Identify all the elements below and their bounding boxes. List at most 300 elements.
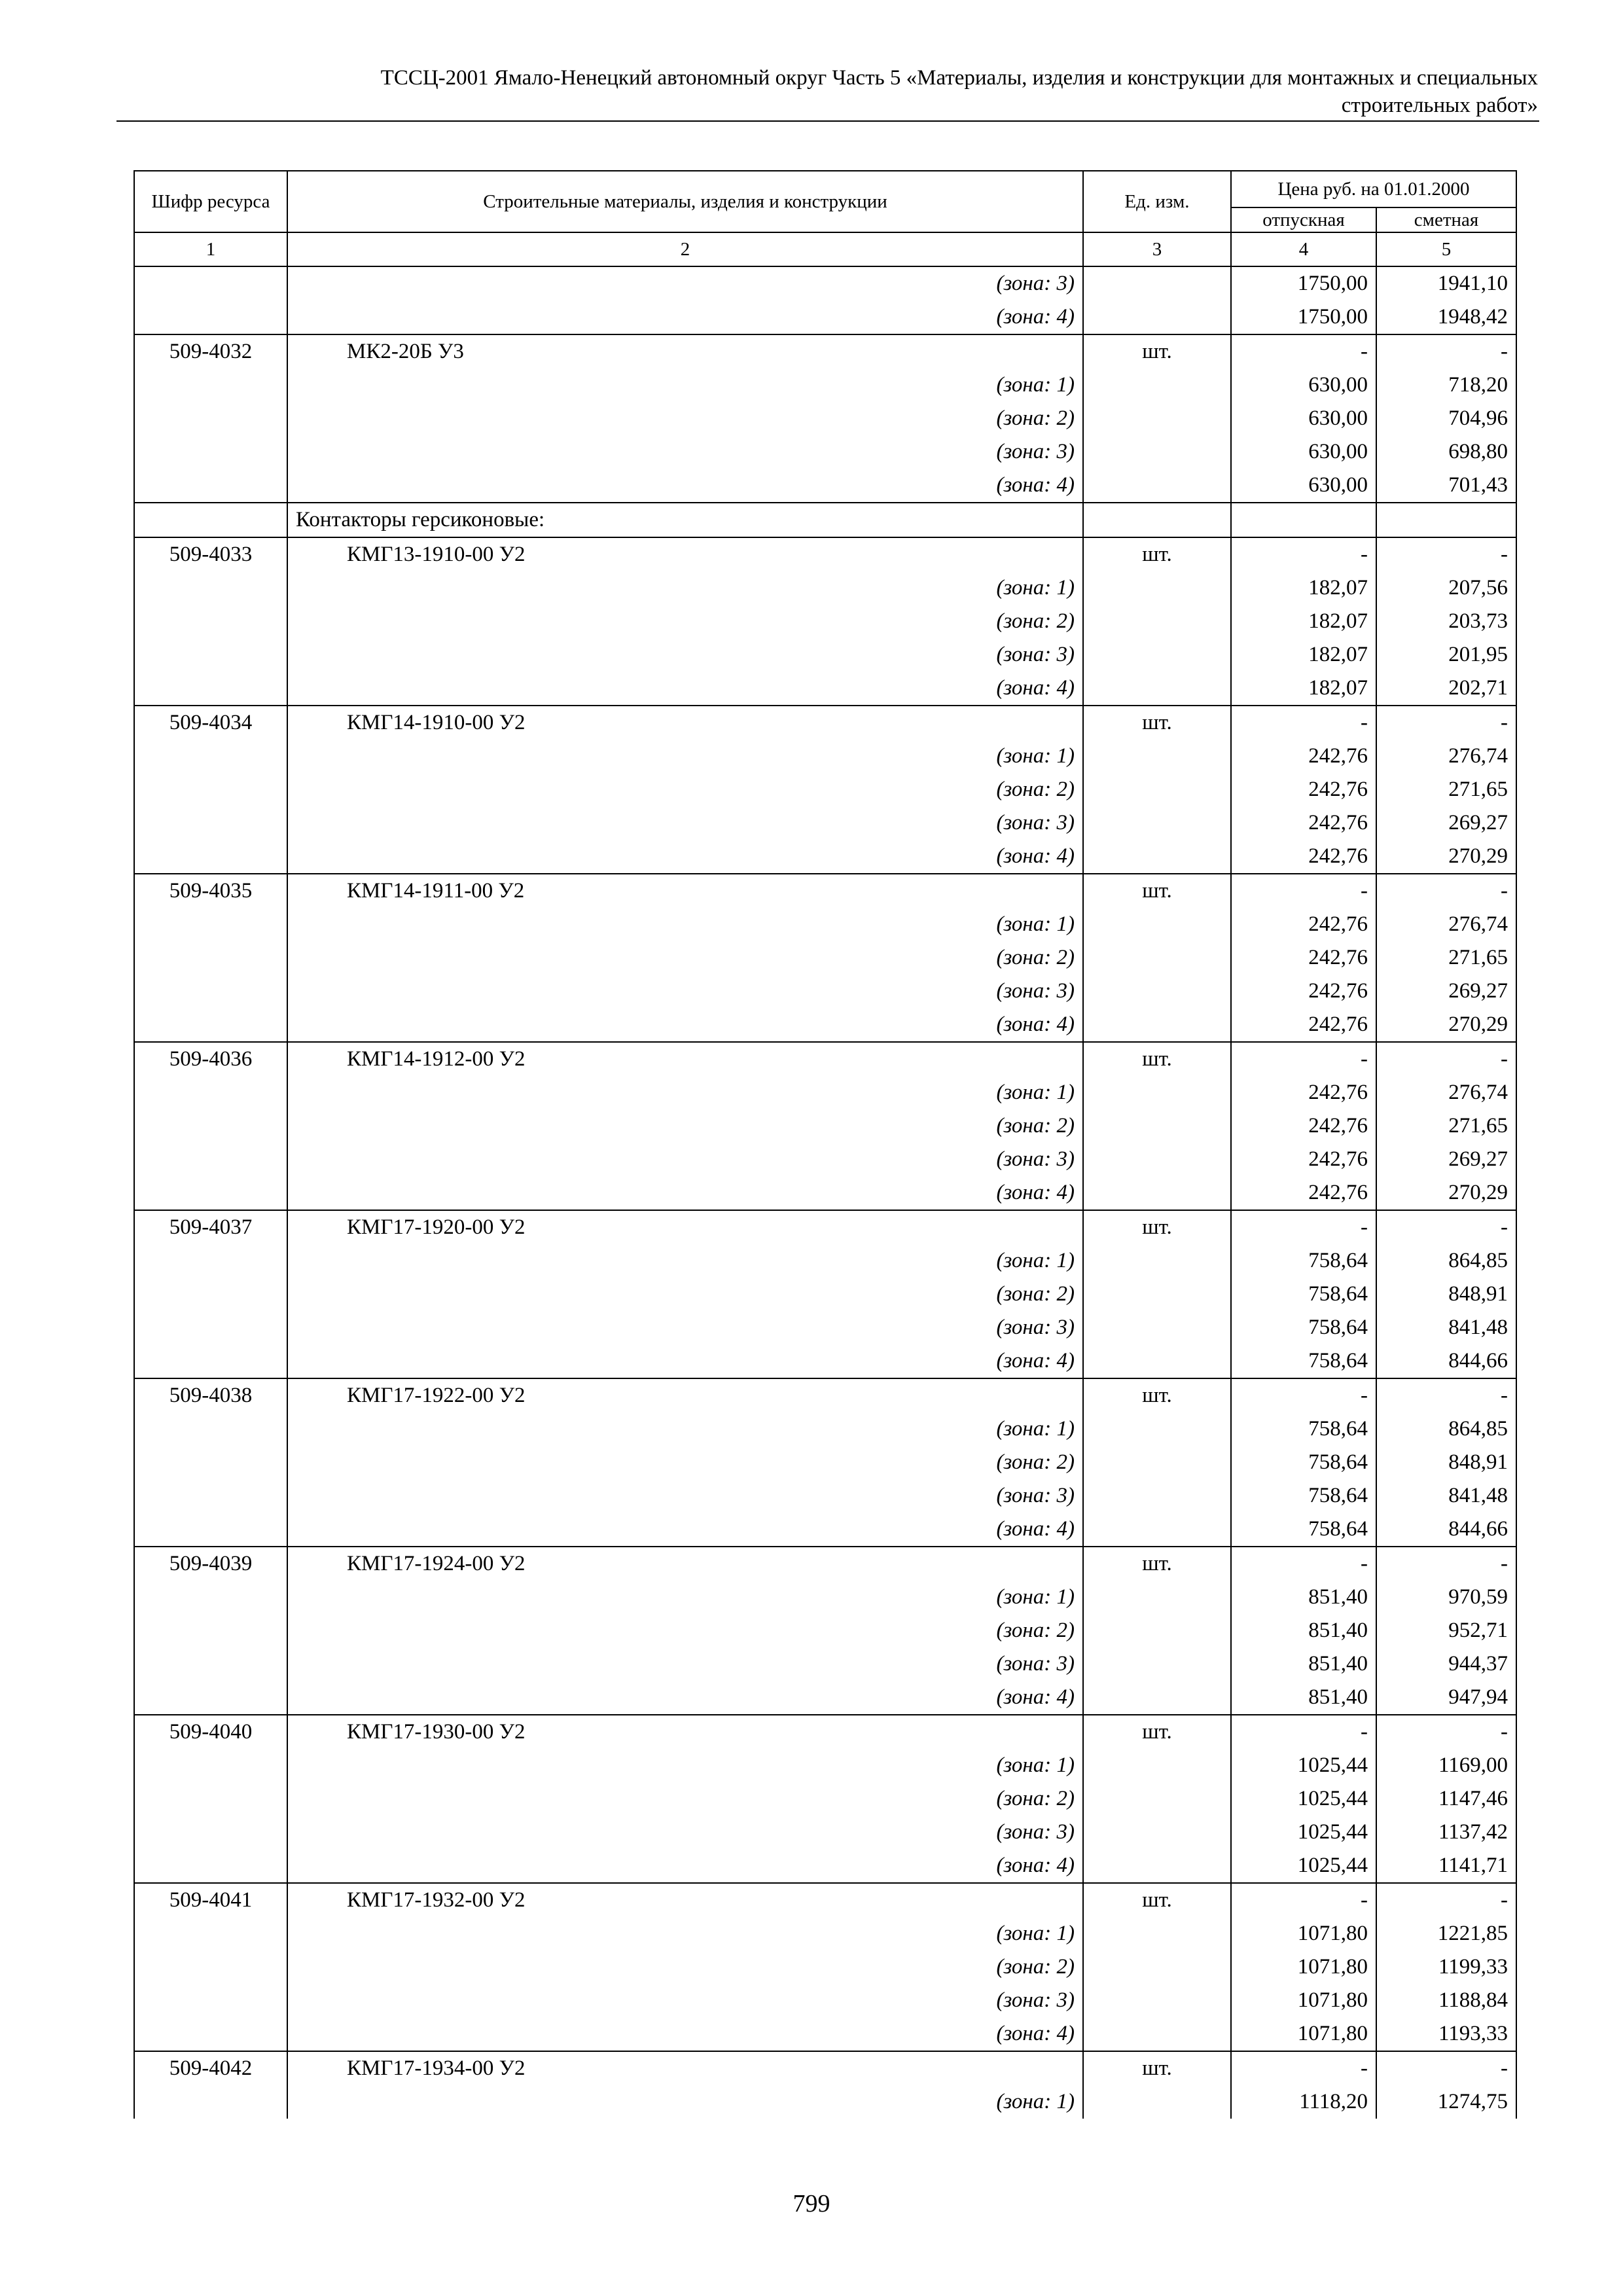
release-price: 1025,44 bbox=[1231, 1849, 1376, 1883]
zone-label: (зона: 2) bbox=[287, 773, 1083, 806]
resource-code: 509-4035 bbox=[134, 874, 287, 908]
cell-code bbox=[134, 1681, 287, 1715]
material-name: КМГ14-1910-00 У2 bbox=[287, 706, 1083, 740]
material-name: КМГ13-1910-00 У2 bbox=[287, 537, 1083, 571]
release-price: 851,40 bbox=[1231, 1581, 1376, 1614]
estimate-price: 1274,75 bbox=[1376, 2085, 1516, 2119]
cell-unit bbox=[1083, 1749, 1231, 1782]
estimate-price: 1188,84 bbox=[1376, 1984, 1516, 2017]
release-price: 630,00 bbox=[1231, 402, 1376, 435]
estimate-price: 276,74 bbox=[1376, 1076, 1516, 1109]
cell-unit bbox=[1083, 368, 1231, 402]
cell-code bbox=[134, 1581, 287, 1614]
cell-unit bbox=[1083, 908, 1231, 941]
cell-code bbox=[134, 1311, 287, 1344]
estimate-price: - bbox=[1376, 537, 1516, 571]
release-price: 1750,00 bbox=[1231, 266, 1376, 300]
cell-code bbox=[134, 1176, 287, 1210]
item-row bbox=[134, 1883, 1516, 1917]
zone-label: (зона: 2) bbox=[287, 1278, 1083, 1311]
zone-label: (зона: 1) bbox=[287, 1076, 1083, 1109]
release-price: 242,76 bbox=[1231, 1176, 1376, 1210]
col-number: 2 bbox=[287, 232, 1083, 266]
zone-row bbox=[134, 1143, 1516, 1176]
zone-label: (зона: 3) bbox=[287, 1816, 1083, 1849]
cell-unit bbox=[1083, 740, 1231, 773]
cell-code bbox=[134, 1816, 287, 1849]
zone-label: (зона: 4) bbox=[287, 840, 1083, 874]
release-price: 1071,80 bbox=[1231, 1950, 1376, 1984]
zone-row bbox=[134, 1311, 1516, 1344]
zone-row bbox=[134, 740, 1516, 773]
zone-label: (зона: 2) bbox=[287, 1109, 1083, 1143]
zone-row bbox=[134, 806, 1516, 840]
release-price: - bbox=[1231, 1042, 1376, 1076]
resource-code: 509-4032 bbox=[134, 334, 287, 368]
zone-row bbox=[134, 1278, 1516, 1311]
zone-row bbox=[134, 1749, 1516, 1782]
item-row bbox=[134, 874, 1516, 908]
header-line-2: строительных работ» bbox=[1341, 94, 1538, 117]
estimate-price: - bbox=[1376, 2051, 1516, 2085]
zone-label: (зона: 3) bbox=[287, 806, 1083, 840]
material-name: КМГ14-1911-00 У2 bbox=[287, 874, 1083, 908]
cell-unit bbox=[1083, 840, 1231, 874]
zone-row bbox=[134, 638, 1516, 672]
cell-code bbox=[134, 605, 287, 638]
col-number: 4 bbox=[1231, 232, 1376, 266]
cell-code bbox=[134, 1849, 287, 1883]
estimate-price: - bbox=[1376, 706, 1516, 740]
zone-row bbox=[134, 840, 1516, 874]
estimate-price: - bbox=[1376, 1883, 1516, 1917]
unit-cell: шт. bbox=[1083, 874, 1231, 908]
resource-code: 509-4036 bbox=[134, 1042, 287, 1076]
cell-unit bbox=[1083, 402, 1231, 435]
release-price: 1118,20 bbox=[1231, 2085, 1376, 2119]
zone-row bbox=[134, 1076, 1516, 1109]
table-body bbox=[134, 266, 1516, 2119]
zone-row bbox=[134, 1681, 1516, 1715]
cell-unit bbox=[1083, 1816, 1231, 1849]
zone-row bbox=[134, 1917, 1516, 1950]
resource-code: 509-4038 bbox=[134, 1378, 287, 1412]
item-row bbox=[134, 2051, 1516, 2085]
cell-unit bbox=[1083, 2017, 1231, 2051]
estimate-price: 1221,85 bbox=[1376, 1917, 1516, 1950]
cell-unit bbox=[1083, 1950, 1231, 1984]
group-label: Контакторы герсиконовые: bbox=[287, 503, 1083, 537]
estimate-price: 698,80 bbox=[1376, 435, 1516, 469]
col-header-name: Строительные материалы, изделия и конструкции bbox=[287, 171, 1083, 232]
release-price: 1071,80 bbox=[1231, 1917, 1376, 1950]
cell-code bbox=[134, 1513, 287, 1547]
cell-unit bbox=[1083, 1782, 1231, 1816]
release-price: 758,64 bbox=[1231, 1479, 1376, 1513]
price-table bbox=[134, 170, 1517, 2119]
estimate-price: - bbox=[1376, 1715, 1516, 1749]
estimate-price: - bbox=[1376, 874, 1516, 908]
cell-code bbox=[134, 1479, 287, 1513]
cell-unit bbox=[1083, 1479, 1231, 1513]
zone-row bbox=[134, 1816, 1516, 1849]
estimate-price: - bbox=[1376, 1042, 1516, 1076]
estimate-price: 269,27 bbox=[1376, 1143, 1516, 1176]
zone-label: (зона: 3) bbox=[287, 638, 1083, 672]
release-price: - bbox=[1231, 1715, 1376, 1749]
estimate-price: 271,65 bbox=[1376, 1109, 1516, 1143]
release-price: 758,64 bbox=[1231, 1446, 1376, 1479]
zone-row bbox=[134, 266, 1516, 300]
zone-label: (зона: 3) bbox=[287, 1647, 1083, 1681]
release-price: 1071,80 bbox=[1231, 2017, 1376, 2051]
zone-row bbox=[134, 773, 1516, 806]
cell-unit bbox=[1083, 638, 1231, 672]
estimate-price: 1141,71 bbox=[1376, 1849, 1516, 1883]
cell-estimate bbox=[1376, 503, 1516, 537]
zone-row bbox=[134, 1008, 1516, 1042]
release-price: 758,64 bbox=[1231, 1244, 1376, 1278]
col-header-price: Цена руб. на 01.01.2000 bbox=[1231, 171, 1516, 207]
cell-unit bbox=[1083, 975, 1231, 1008]
zone-label: (зона: 2) bbox=[287, 402, 1083, 435]
release-price: 1025,44 bbox=[1231, 1782, 1376, 1816]
estimate-price: 704,96 bbox=[1376, 402, 1516, 435]
release-price: 630,00 bbox=[1231, 469, 1376, 503]
estimate-price: 1941,10 bbox=[1376, 266, 1516, 300]
cell-code bbox=[134, 1782, 287, 1816]
zone-label: (зона: 3) bbox=[287, 266, 1083, 300]
cell-unit bbox=[1083, 773, 1231, 806]
zone-label: (зона: 2) bbox=[287, 1446, 1083, 1479]
release-price: 242,76 bbox=[1231, 1143, 1376, 1176]
estimate-price: 1169,00 bbox=[1376, 1749, 1516, 1782]
release-price: 242,76 bbox=[1231, 1008, 1376, 1042]
release-price: - bbox=[1231, 334, 1376, 368]
cell-code bbox=[134, 300, 287, 334]
zone-label: (зона: 1) bbox=[287, 740, 1083, 773]
resource-code: 509-4039 bbox=[134, 1547, 287, 1581]
cell-unit bbox=[1083, 672, 1231, 706]
zone-label: (зона: 1) bbox=[287, 2085, 1083, 2119]
zone-label: (зона: 4) bbox=[287, 469, 1083, 503]
estimate-price: 1199,33 bbox=[1376, 1950, 1516, 1984]
zone-label: (зона: 2) bbox=[287, 941, 1083, 975]
zone-row bbox=[134, 1581, 1516, 1614]
release-price: 242,76 bbox=[1231, 773, 1376, 806]
release-price: 242,76 bbox=[1231, 840, 1376, 874]
zone-row bbox=[134, 300, 1516, 334]
unit-cell: шт. bbox=[1083, 1378, 1231, 1412]
estimate-price: 1147,46 bbox=[1376, 1782, 1516, 1816]
estimate-price: - bbox=[1376, 1378, 1516, 1412]
estimate-price: 947,94 bbox=[1376, 1681, 1516, 1715]
cell-unit bbox=[1083, 469, 1231, 503]
col-header-unit: Ед. изм. bbox=[1083, 171, 1231, 232]
estimate-price: - bbox=[1376, 1210, 1516, 1244]
resource-code: 509-4034 bbox=[134, 706, 287, 740]
cell-code bbox=[134, 1917, 287, 1950]
cell-unit bbox=[1083, 1412, 1231, 1446]
header-rule bbox=[116, 120, 1539, 122]
cell-code bbox=[134, 1984, 287, 2017]
release-price: 182,07 bbox=[1231, 571, 1376, 605]
resource-code: 509-4042 bbox=[134, 2051, 287, 2085]
zone-label: (зона: 4) bbox=[287, 1176, 1083, 1210]
release-price: 1025,44 bbox=[1231, 1816, 1376, 1849]
release-price: - bbox=[1231, 1378, 1376, 1412]
cell-code bbox=[134, 1076, 287, 1109]
release-price: 1750,00 bbox=[1231, 300, 1376, 334]
cell-unit bbox=[1083, 941, 1231, 975]
cell-unit bbox=[1083, 1849, 1231, 1883]
release-price: 182,07 bbox=[1231, 638, 1376, 672]
cell-unit bbox=[1083, 1008, 1231, 1042]
running-header bbox=[118, 64, 1538, 119]
release-price: 851,40 bbox=[1231, 1614, 1376, 1647]
estimate-price: 701,43 bbox=[1376, 469, 1516, 503]
cell-unit bbox=[1083, 1344, 1231, 1378]
cell-unit bbox=[1083, 806, 1231, 840]
zone-row bbox=[134, 1782, 1516, 1816]
cell-code bbox=[134, 2017, 287, 2051]
release-price: 242,76 bbox=[1231, 806, 1376, 840]
cell-code bbox=[134, 1143, 287, 1176]
cell-unit bbox=[1083, 1647, 1231, 1681]
zone-row bbox=[134, 1513, 1516, 1547]
release-price: 630,00 bbox=[1231, 368, 1376, 402]
zone-row bbox=[134, 402, 1516, 435]
zone-label: (зона: 3) bbox=[287, 1143, 1083, 1176]
zone-row bbox=[134, 1950, 1516, 1984]
zone-row bbox=[134, 1109, 1516, 1143]
estimate-price: 271,65 bbox=[1376, 941, 1516, 975]
unit-cell: шт. bbox=[1083, 1715, 1231, 1749]
cell-code bbox=[134, 435, 287, 469]
cell-code bbox=[134, 638, 287, 672]
zone-label: (зона: 1) bbox=[287, 1749, 1083, 1782]
cell-unit bbox=[1083, 1614, 1231, 1647]
estimate-price: 270,29 bbox=[1376, 840, 1516, 874]
col-header-estimate: сметная bbox=[1376, 207, 1516, 232]
zone-row bbox=[134, 975, 1516, 1008]
cell-code bbox=[134, 740, 287, 773]
cell-unit bbox=[1083, 1917, 1231, 1950]
estimate-price: 841,48 bbox=[1376, 1479, 1516, 1513]
unit-cell: шт. bbox=[1083, 1210, 1231, 1244]
group-row bbox=[134, 503, 1516, 537]
zone-row bbox=[134, 941, 1516, 975]
unit-cell: шт. bbox=[1083, 1042, 1231, 1076]
release-price: 758,64 bbox=[1231, 1311, 1376, 1344]
release-price: 758,64 bbox=[1231, 1278, 1376, 1311]
zone-label: (зона: 2) bbox=[287, 1950, 1083, 1984]
cell-code bbox=[134, 1614, 287, 1647]
estimate-price: 271,65 bbox=[1376, 773, 1516, 806]
estimate-price: 207,56 bbox=[1376, 571, 1516, 605]
release-price: 242,76 bbox=[1231, 740, 1376, 773]
release-price: 1071,80 bbox=[1231, 1984, 1376, 2017]
estimate-price: 201,95 bbox=[1376, 638, 1516, 672]
unit-cell: шт. bbox=[1083, 1547, 1231, 1581]
zone-row bbox=[134, 1244, 1516, 1278]
estimate-price: 848,91 bbox=[1376, 1278, 1516, 1311]
zone-label: (зона: 1) bbox=[287, 1244, 1083, 1278]
header-line-1: ТССЦ-2001 Ямало-Ненецкий автономный округ Часть 5 «Материалы, изделия и конструкции для монтажных и специальных bbox=[380, 66, 1538, 90]
col-number: 3 bbox=[1083, 232, 1231, 266]
release-price: 1025,44 bbox=[1231, 1749, 1376, 1782]
cell-unit bbox=[1083, 266, 1231, 300]
unit-cell: шт. bbox=[1083, 2051, 1231, 2085]
release-price: - bbox=[1231, 1547, 1376, 1581]
estimate-price: 269,27 bbox=[1376, 975, 1516, 1008]
release-price: 851,40 bbox=[1231, 1647, 1376, 1681]
estimate-price: 1948,42 bbox=[1376, 300, 1516, 334]
cell-code bbox=[134, 1244, 287, 1278]
release-price: 630,00 bbox=[1231, 435, 1376, 469]
zone-row bbox=[134, 1176, 1516, 1210]
release-price: 242,76 bbox=[1231, 1109, 1376, 1143]
release-price: - bbox=[1231, 537, 1376, 571]
release-price: 242,76 bbox=[1231, 941, 1376, 975]
cell-unit bbox=[1083, 300, 1231, 334]
item-row bbox=[134, 1210, 1516, 1244]
cell-code bbox=[134, 941, 287, 975]
estimate-price: 944,37 bbox=[1376, 1647, 1516, 1681]
item-row bbox=[134, 1378, 1516, 1412]
cell-unit bbox=[1083, 1109, 1231, 1143]
estimate-price: 269,27 bbox=[1376, 806, 1516, 840]
material-name: КМГ17-1922-00 У2 bbox=[287, 1378, 1083, 1412]
release-price: 242,76 bbox=[1231, 975, 1376, 1008]
zone-label: (зона: 3) bbox=[287, 435, 1083, 469]
cell-unit bbox=[1083, 1076, 1231, 1109]
zone-row bbox=[134, 672, 1516, 706]
zone-row bbox=[134, 1984, 1516, 2017]
cell-unit bbox=[1083, 1143, 1231, 1176]
zone-row bbox=[134, 2017, 1516, 2051]
resource-code: 509-4037 bbox=[134, 1210, 287, 1244]
estimate-price: 844,66 bbox=[1376, 1344, 1516, 1378]
cell-unit bbox=[1083, 503, 1231, 537]
release-price: - bbox=[1231, 1883, 1376, 1917]
zone-row bbox=[134, 908, 1516, 941]
estimate-price: 864,85 bbox=[1376, 1412, 1516, 1446]
estimate-price: 276,74 bbox=[1376, 740, 1516, 773]
release-price: - bbox=[1231, 874, 1376, 908]
zone-row bbox=[134, 1647, 1516, 1681]
zone-label: (зона: 4) bbox=[287, 1513, 1083, 1547]
material-name: КМГ14-1912-00 У2 bbox=[287, 1042, 1083, 1076]
item-row bbox=[134, 537, 1516, 571]
item-row bbox=[134, 334, 1516, 368]
cell-code bbox=[134, 571, 287, 605]
cell-code bbox=[134, 773, 287, 806]
col-number: 1 bbox=[134, 232, 287, 266]
cell-unit bbox=[1083, 1176, 1231, 1210]
cell-code bbox=[134, 1647, 287, 1681]
estimate-price: 844,66 bbox=[1376, 1513, 1516, 1547]
zone-row bbox=[134, 571, 1516, 605]
zone-row bbox=[134, 1849, 1516, 1883]
cell-code bbox=[134, 1344, 287, 1378]
page-number: 799 bbox=[793, 2190, 830, 2217]
zone-label: (зона: 2) bbox=[287, 1614, 1083, 1647]
cell-code bbox=[134, 806, 287, 840]
zone-label: (зона: 4) bbox=[287, 1849, 1083, 1883]
cell-unit bbox=[1083, 2085, 1231, 2119]
zone-label: (зона: 2) bbox=[287, 605, 1083, 638]
estimate-price: 864,85 bbox=[1376, 1244, 1516, 1278]
unit-cell: шт. bbox=[1083, 706, 1231, 740]
release-price: 758,64 bbox=[1231, 1412, 1376, 1446]
material-name: КМГ17-1930-00 У2 bbox=[287, 1715, 1083, 1749]
zone-label: (зона: 4) bbox=[287, 1008, 1083, 1042]
cell-unit bbox=[1083, 1681, 1231, 1715]
zone-row bbox=[134, 1614, 1516, 1647]
cell-unit bbox=[1083, 1581, 1231, 1614]
item-row bbox=[134, 706, 1516, 740]
release-price: - bbox=[1231, 706, 1376, 740]
cell-unit bbox=[1083, 1311, 1231, 1344]
release-price: 242,76 bbox=[1231, 1076, 1376, 1109]
cell-code bbox=[134, 469, 287, 503]
estimate-price: 270,29 bbox=[1376, 1176, 1516, 1210]
cell-code bbox=[134, 1446, 287, 1479]
estimate-price: 1193,33 bbox=[1376, 2017, 1516, 2051]
estimate-price: 202,71 bbox=[1376, 672, 1516, 706]
zone-label: (зона: 1) bbox=[287, 1412, 1083, 1446]
cell-code bbox=[134, 368, 287, 402]
zone-label: (зона: 2) bbox=[287, 1782, 1083, 1816]
cell-unit bbox=[1083, 1446, 1231, 1479]
zone-row bbox=[134, 1479, 1516, 1513]
zone-label: (зона: 4) bbox=[287, 1344, 1083, 1378]
material-name: КМГ17-1932-00 У2 bbox=[287, 1883, 1083, 1917]
release-price: 758,64 bbox=[1231, 1344, 1376, 1378]
item-row bbox=[134, 1547, 1516, 1581]
zone-label: (зона: 1) bbox=[287, 908, 1083, 941]
material-name: КМГ17-1934-00 У2 bbox=[287, 2051, 1083, 2085]
material-name: КМГ17-1920-00 У2 bbox=[287, 1210, 1083, 1244]
estimate-price: - bbox=[1376, 334, 1516, 368]
cell-code bbox=[134, 2085, 287, 2119]
zone-label: (зона: 1) bbox=[287, 1917, 1083, 1950]
cell-code bbox=[134, 402, 287, 435]
zone-label: (зона: 4) bbox=[287, 2017, 1083, 2051]
resource-code: 509-4040 bbox=[134, 1715, 287, 1749]
unit-cell: шт. bbox=[1083, 1883, 1231, 1917]
zone-row bbox=[134, 1412, 1516, 1446]
zone-label: (зона: 4) bbox=[287, 672, 1083, 706]
release-price: 182,07 bbox=[1231, 672, 1376, 706]
cell-code bbox=[134, 672, 287, 706]
estimate-price: 276,74 bbox=[1376, 908, 1516, 941]
zone-label: (зона: 4) bbox=[287, 1681, 1083, 1715]
col-number: 5 bbox=[1376, 232, 1516, 266]
cell-unit bbox=[1083, 1513, 1231, 1547]
estimate-price: 1137,42 bbox=[1376, 1816, 1516, 1849]
cell-release bbox=[1231, 503, 1376, 537]
zone-row bbox=[134, 1344, 1516, 1378]
cell-code bbox=[134, 1412, 287, 1446]
resource-code: 509-4033 bbox=[134, 537, 287, 571]
zone-label: (зона: 1) bbox=[287, 1581, 1083, 1614]
release-price: - bbox=[1231, 1210, 1376, 1244]
release-price: 758,64 bbox=[1231, 1513, 1376, 1547]
zone-row bbox=[134, 469, 1516, 503]
zone-row bbox=[134, 435, 1516, 469]
